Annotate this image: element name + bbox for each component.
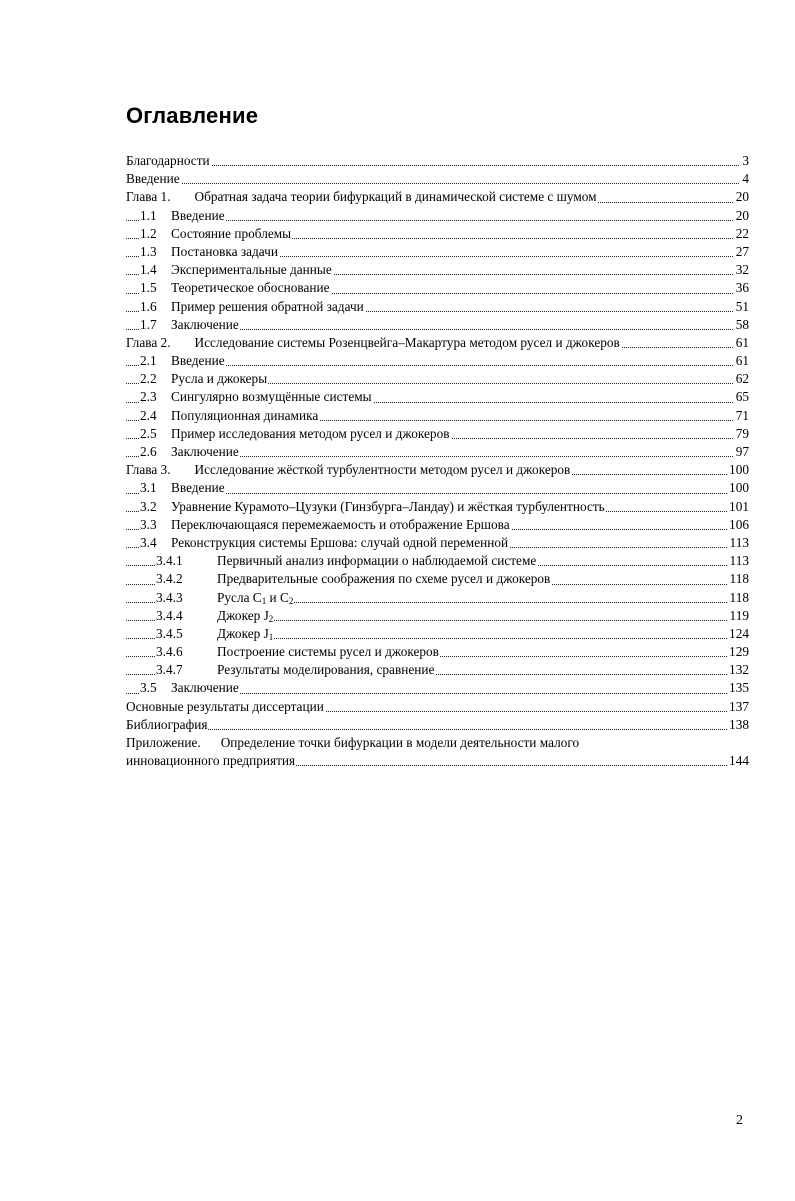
toc-section-number: 3.1 [140, 480, 157, 496]
toc-entry-title: Постановка задачи [171, 243, 278, 259]
toc-page-number: 62 [734, 370, 749, 388]
toc-page-number: 101 [727, 498, 749, 516]
toc-appendix-label: Приложение. [126, 735, 201, 750]
toc-page-number: 20 [734, 188, 749, 206]
toc-entry-section-1-5[interactable] [126, 279, 749, 297]
toc-section-number: 1.1 [140, 207, 157, 223]
toc-section-number: 3.5 [140, 680, 157, 696]
toc-entry-title: Популяционная динамика [171, 407, 319, 423]
toc-entry-introduction[interactable] [126, 170, 749, 188]
toc-entry-section-2-5[interactable] [126, 425, 749, 443]
toc-page-number: 100 [727, 479, 749, 497]
toc-entry-title: Переключающаяся перемежаемость и отображение Ершова [171, 516, 510, 532]
toc-entry-title: Обратная задача теории бифуркаций в динамической системе с шумом [194, 189, 597, 205]
toc-entry-subsection-3-4-5[interactable] [126, 625, 749, 643]
toc-entry-section-1-7[interactable] [126, 316, 749, 334]
toc-section-number: 1.6 [140, 298, 157, 314]
toc-section-number: 2.1 [140, 353, 157, 369]
toc-page-number: 97 [734, 443, 749, 461]
toc-entry-title [217, 626, 273, 641]
toc-entry-title: Первичный анализ информации о наблюдаемой системе [217, 553, 537, 569]
toc-subsection-number: 3.4.7 [156, 662, 183, 678]
toc-entry-section-3-5[interactable] [126, 679, 749, 697]
toc-entry-section-1-4[interactable] [126, 261, 749, 279]
toc-entry-title-part: Русла C [217, 589, 262, 605]
subscript: 1 [261, 595, 267, 606]
toc-entry-title: Заключение [171, 444, 239, 459]
toc-section-number: 1.7 [140, 316, 157, 332]
toc-entry-title: Уравнение Курамото–Цузуки (Гинзбурга–Ландау) и жёсткая турбулентность [171, 498, 605, 514]
toc-entry-section-3-3[interactable] [126, 516, 749, 534]
toc-entry-section-3-2[interactable] [126, 498, 749, 516]
toc-page-number: 65 [734, 388, 749, 406]
toc-entry-section-1-2[interactable] [126, 225, 749, 243]
toc-section-number: 2.4 [140, 407, 157, 423]
toc-page-number: 22 [734, 225, 749, 243]
toc-entry-title: Состояние проблемы [171, 225, 292, 241]
page-title: Оглавление [126, 103, 259, 128]
toc-subsection-number: 3.4.1 [156, 553, 183, 569]
subscript: 2 [268, 613, 274, 624]
toc-entry-appendix-continuation[interactable] [126, 752, 749, 770]
toc-entry-section-1-6[interactable] [126, 298, 749, 316]
subscript: 2 [288, 595, 294, 606]
toc-entry-chapter-1[interactable] [126, 188, 749, 206]
toc-entry-section-1-3[interactable] [126, 243, 749, 261]
toc-page-number: 36 [734, 279, 749, 297]
toc-section-number: 1.2 [140, 225, 157, 241]
toc-page-number: 137 [727, 698, 749, 716]
toc-entry-title: Предварительные соображения по схеме русел и джокеров [217, 571, 551, 587]
toc-page-number: 113 [728, 534, 749, 552]
toc-page-number: 132 [727, 661, 749, 679]
toc-section-number: 1.4 [140, 262, 157, 278]
toc-section-number: 3.2 [140, 498, 157, 514]
toc-entry-subsection-3-4-3[interactable] [126, 589, 749, 607]
toc-page-number: 135 [727, 679, 749, 697]
toc-page-number: 51 [734, 298, 749, 316]
toc-entry-section-3-1[interactable] [126, 479, 749, 497]
toc-entry-chapter-3[interactable] [126, 461, 749, 479]
dot-leader [126, 165, 749, 166]
toc-page-number: 106 [727, 516, 749, 534]
subscript: 1 [268, 631, 274, 642]
toc-page-number: 61 [734, 352, 749, 370]
toc-page-number: 58 [734, 316, 749, 334]
toc-entry-title: Введение [171, 207, 225, 223]
toc-entry-section-2-3[interactable] [126, 388, 749, 406]
toc-page-number: 32 [734, 261, 749, 279]
toc-entry-main-results[interactable] [126, 698, 749, 716]
toc-entry-chapter-2[interactable] [126, 334, 749, 352]
toc-subsection-number: 3.4.6 [156, 644, 183, 660]
toc-entry-title: Пример решения обратной задачи [171, 298, 364, 314]
toc-page-number: 118 [728, 589, 749, 607]
toc-subsection-number: 3.4.3 [156, 589, 183, 605]
toc-entry-section-3-4[interactable] [126, 534, 749, 552]
toc-entry-title: Заключение [171, 316, 239, 332]
toc-page-number: 3 [740, 152, 749, 170]
toc-entry-title: Пример исследования методом русел и джокеров [171, 425, 450, 441]
toc-page-number: 4 [740, 170, 749, 188]
toc-entry-title: Построение системы русел и джокеров [217, 644, 439, 660]
toc-entry-acknowledgements[interactable] [126, 152, 749, 170]
toc-page-number: 129 [727, 643, 749, 661]
toc-entry-subsection-3-4-6[interactable] [126, 643, 749, 661]
toc-chapter-label: Глава 1. [126, 189, 171, 205]
dot-leader [126, 183, 749, 184]
toc-subsection-number: 3.4.4 [156, 607, 183, 623]
toc-page-number: 113 [728, 552, 749, 570]
toc-entry-title: Библиография [126, 716, 208, 732]
toc-entry-title-part: и C [266, 589, 289, 605]
toc-entry-title: Введение [171, 480, 225, 496]
toc-entry-title-part: Джокер J [217, 625, 269, 641]
page-number: 2 [736, 1113, 743, 1128]
toc-entry-title: Теоретическое обоснование [171, 280, 330, 296]
toc-entry-section-2-2[interactable] [126, 370, 749, 388]
toc-entry-title [217, 590, 293, 605]
toc-entry-subsection-3-4-1[interactable] [126, 552, 749, 570]
toc-entry-title [217, 608, 273, 623]
toc-entry-title: Введение [126, 171, 180, 187]
toc-subsection-number: 3.4.5 [156, 625, 183, 641]
toc-entry-title: Определение точки бифуркации в модели деятельности малого [220, 735, 580, 750]
toc-entry-appendix[interactable] [126, 734, 749, 752]
toc-section-number: 2.5 [140, 425, 157, 441]
toc-entry-subsection-3-4-7[interactable] [126, 661, 749, 679]
toc-entry-bibliography[interactable] [126, 716, 749, 734]
toc-chapter-label: Глава 2. [126, 334, 171, 350]
toc-subsection-number: 3.4.2 [156, 571, 183, 587]
toc-entry-title: Сингулярно возмущённые системы [171, 389, 372, 405]
toc-section-number: 2.2 [140, 371, 157, 387]
toc-entry-title: Благодарности [126, 153, 210, 168]
toc-entry-section-1-1[interactable] [126, 207, 749, 225]
toc-section-number: 3.3 [140, 516, 157, 532]
toc-page-number: 71 [734, 407, 749, 425]
toc-entry-title-part: Джокер J [217, 607, 269, 623]
toc-section-number: 3.4 [140, 534, 157, 550]
table-of-contents [126, 152, 749, 770]
toc-page-number: 27 [734, 243, 749, 261]
toc-chapter-label: Глава 3. [126, 462, 171, 478]
toc-entry-title: Экспериментальные данные [171, 262, 332, 278]
toc-section-number: 2.3 [140, 389, 157, 405]
dot-leader [126, 729, 749, 730]
toc-section-number: 2.6 [140, 444, 157, 459]
toc-entry-title: Заключение [171, 680, 239, 696]
toc-section-number: 1.5 [140, 280, 157, 296]
toc-page-number: 138 [727, 716, 749, 734]
toc-entry-section-2-6[interactable] [126, 443, 749, 461]
toc-entry-section-2-4[interactable] [126, 407, 749, 425]
toc-entry-title: Реконструкция системы Ершова: случай одной переменной [171, 534, 509, 550]
toc-page-number: 118 [728, 570, 749, 588]
toc-entry-title: Основные результаты диссертации [126, 698, 324, 714]
toc-entry-title: Русла и джокеры [171, 371, 268, 387]
toc-entry-title: Исследование системы Розенцвейга–Макартура методом русел и джокеров [194, 334, 620, 350]
toc-entry-title: Исследование жёсткой турбулентности методом русел и джокеров [194, 462, 571, 478]
toc-entry-title: инновационного предприятия [126, 753, 296, 769]
toc-page-number: 61 [734, 334, 749, 352]
toc-page-number: 20 [734, 207, 749, 225]
toc-entry-subsection-3-4-2[interactable] [126, 570, 749, 588]
toc-section-number: 1.3 [140, 243, 157, 259]
toc-page-number: 144 [727, 752, 749, 770]
toc-page-number: 79 [734, 425, 749, 443]
toc-entry-subsection-3-4-4[interactable] [126, 607, 749, 625]
toc-page-number: 124 [727, 625, 749, 643]
toc-page-number: 100 [727, 461, 749, 479]
toc-page-number: 119 [728, 607, 749, 625]
toc-entry-title: Введение [171, 353, 225, 369]
toc-entry-section-2-1[interactable] [126, 352, 749, 370]
toc-entry-title: Результаты моделирования, сравнение [217, 662, 435, 678]
